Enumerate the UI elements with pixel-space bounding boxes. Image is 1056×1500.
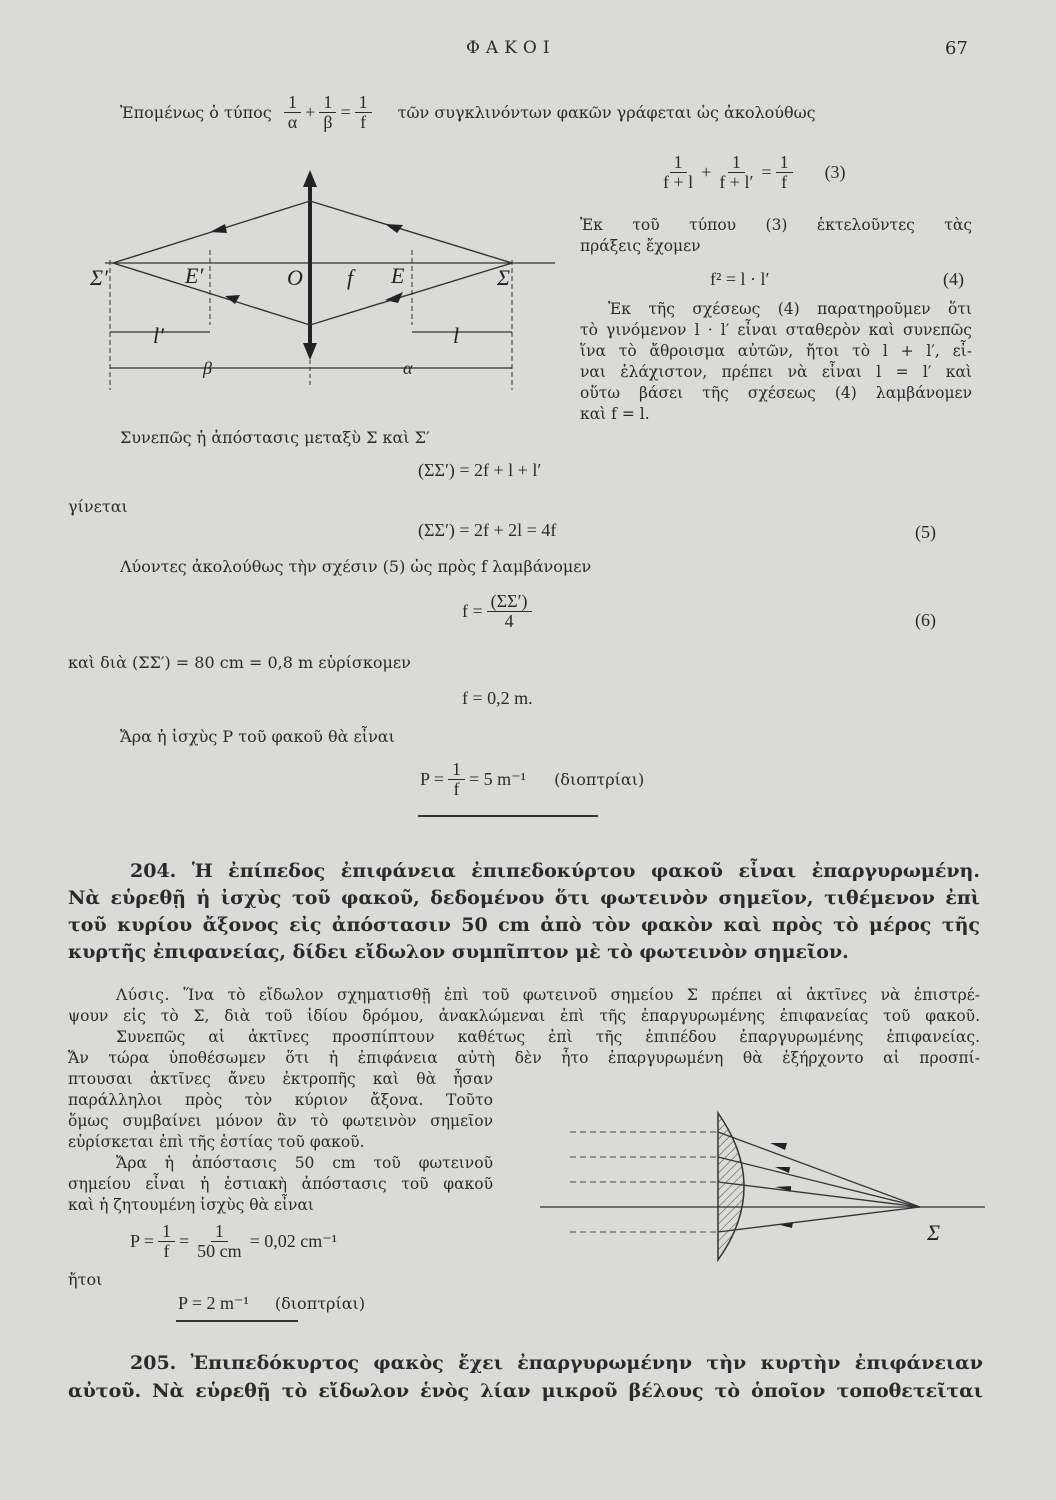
equation-5: (ΣΣ′) = 2f + 2l = 4f — [418, 520, 557, 540]
body-line-1: Συνεπῶς ἡ ἀπόστασις μεταξὺ Σ καὶ Σ′ — [120, 428, 430, 447]
equation-5-label: (5) — [915, 522, 936, 542]
answer-underline — [418, 815, 598, 817]
label-l-prime: l′ — [153, 323, 164, 348]
solution-narrow: πτουσαι ἀκτῖνες ἄνευ ἐκτροπῆς καὶ θὰ ἦσαν παράλληλοι πρὸς τὸν κύριον ἄξονα. Τοῦτο ὅμως συμβαίνει μόνον ἂν τὸ φωτεινὸν σημεῖον εὑρίσκεται ἐπὶ τῆς ἑστίας τοῦ φακοῦ. Ἄρα ἡ ἀπόστασις 50 cm τοῦ φωτεινοῦ σημείου εἶναι ἡ ἑστιακὴ ἀπόστασις τοῦ φακοῦ καὶ ἡ ζητουμένη ἰσχὺς θὰ εἶναι — [68, 1070, 493, 1214]
problem-205: 205. Ἐπιπεδόκυρτος φακὸς ἔχει ἐπαργυρωμένην τὴν κυρτὴν ἐπιφάνειαν αὐτοῦ. Νὰ εὑρεθῇ τὸ εἴδωλον ἑνὸς λίαν μικροῦ βέλους τὸ ὁποῖον τοποθετεῖται — [68, 1352, 983, 1402]
label-sigma-prime: Σ′ — [90, 265, 108, 290]
label-o: O — [287, 265, 303, 290]
word-itoi: ἤτοι — [68, 1270, 103, 1289]
label-e-prime: E′ — [185, 263, 204, 288]
running-title: ΦΑΚΟΙ — [466, 38, 556, 58]
equation-ss: (ΣΣ′) = 2f + l + l′ — [418, 460, 542, 480]
problem-204: 204. Ἡ ἐπίπεδος ἐπιφάνεια ἐπιπεδοκύρτου φακοῦ εἶναι ἐπαργυρωμένη. Νὰ εὑρεθῇ ἡ ἰσχὺς τοῦ φακοῦ, δεδομένου ὅτι φωτεινὸν σημεῖον, τιθέμενον ἐπὶ τοῦ κυρίου ἄξονος εἰς ἀπόστασιν 50 cm ἀπὸ τὸν φακὸν καὶ πρὸς τὸ μέρος τῆς κυρτῆς ἐπιφανείας, δίδει εἴδωλον συμπῖπτον μὲ τὸ φωτεινὸν σημεῖον. — [68, 860, 980, 963]
label-sigma: Σ — [497, 265, 511, 290]
page-number: 67 — [945, 38, 968, 59]
solution-full: Λύσις. Ἵνα τὸ εἴδωλον σχηματισθῇ ἐπὶ τοῦ φωτεινοῦ σημείου Σ πρέπει αἱ ἀκτῖνες νὰ ἐπιστρέ- ψουν εἰς τὸ Σ, διὰ τοῦ ἰδίου δρόμου, ἀνακλώμεναι ἐπὶ τῆς ἐπαργυρωμένης ἐπιφανείας τοῦ φακοῦ. Συνεπῶς αἱ ἀκτῖνες προσπίπτουν καθέτως ἐπὶ τῆς ἐπιπέδου ἐπαργυρωμένης ἐπιφανείας. Ἄν τώρα ὑποθέσωμεν ὅτι ἡ ἐπιφάνεια αὐτὴ δὲν ἦτο ἐπαργυρωμένη θὰ ἐξήρχοντο αἱ προσπί- — [68, 986, 981, 1067]
equation-6-label: (6) — [915, 610, 936, 630]
label-sigma-2: Σ — [927, 1220, 941, 1245]
label-l: l — [453, 323, 460, 348]
body-line-3: καὶ διὰ (ΣΣ′) = 80 cm = 0,8 m εὑρίσκομεν — [68, 653, 411, 672]
final-answer: P = 2 m⁻¹ (διοπτρίαι) — [178, 1293, 366, 1313]
word-ginetai: γίνεται — [68, 497, 128, 516]
right-column: Ἐκ τοῦ τύπου (3) ἐκτελοῦντες τὰς πράξεις ἔχομεν f² = l · l′ (4) Ἐκ τῆς σχέσεως (4) παρατηροῦμεν ὅτι τὸ γινόμενον l · l′ εἶναι σταθερὸν καὶ συνεπῶς ἵνα τὸ ἄθροισμα αὐτῶν, ἤτοι τὸ l + l′, εἶ- ναι ἐλάχιστον, πρέπει νὰ εἶναι l = l′ καὶ οὕτω βάσει τῆς σχέσεως (4) λαμβάνομεν καὶ f = l. — [580, 216, 972, 423]
label-f: f — [347, 265, 354, 290]
body-line-2: Λύοντες ἀκολούθως τὴν σχέσιν (5) ὡς πρὸς f λαμβάνομεν — [120, 557, 592, 576]
intro-line: Ἐπομένως ὁ τύπος $\frac{1}{\alpha}$ + $\frac{1}{\beta}$ = $\frac{1}{f}$ τῶν συγκλινόντων φακῶν γράφεται ὡς ἀκολούθως — [120, 92, 816, 132]
label-e: E — [391, 263, 405, 288]
body-line-4: Ἄρα ἡ ἰσχὺς P τοῦ φακοῦ θὰ εἶναι — [120, 727, 395, 746]
silvered-lens-diagram — [535, 1110, 990, 1270]
equation-solution: P = $\frac{1}{f}$ = $\frac{1}{50 cm}$ = 0,02 cm⁻¹ — [130, 1221, 338, 1261]
lens-diagram — [85, 165, 560, 395]
equation-3: $\frac{1}{f + l}$ + $\frac{1}{f + l'}$ = $\frac{1}{f}$ (3) — [663, 152, 846, 192]
equation-6: f = $\frac{(\Sigma\Sigma')}{4}$ — [462, 592, 536, 631]
label-beta: β — [203, 358, 212, 378]
label-alpha: α — [403, 358, 413, 378]
equation-7: f = 0,2 m. — [462, 688, 533, 708]
equation-power: P = $\frac{1}{f}$ = 5 m⁻¹ (διοπτρίαι) — [420, 759, 645, 799]
final-underline — [176, 1320, 298, 1322]
